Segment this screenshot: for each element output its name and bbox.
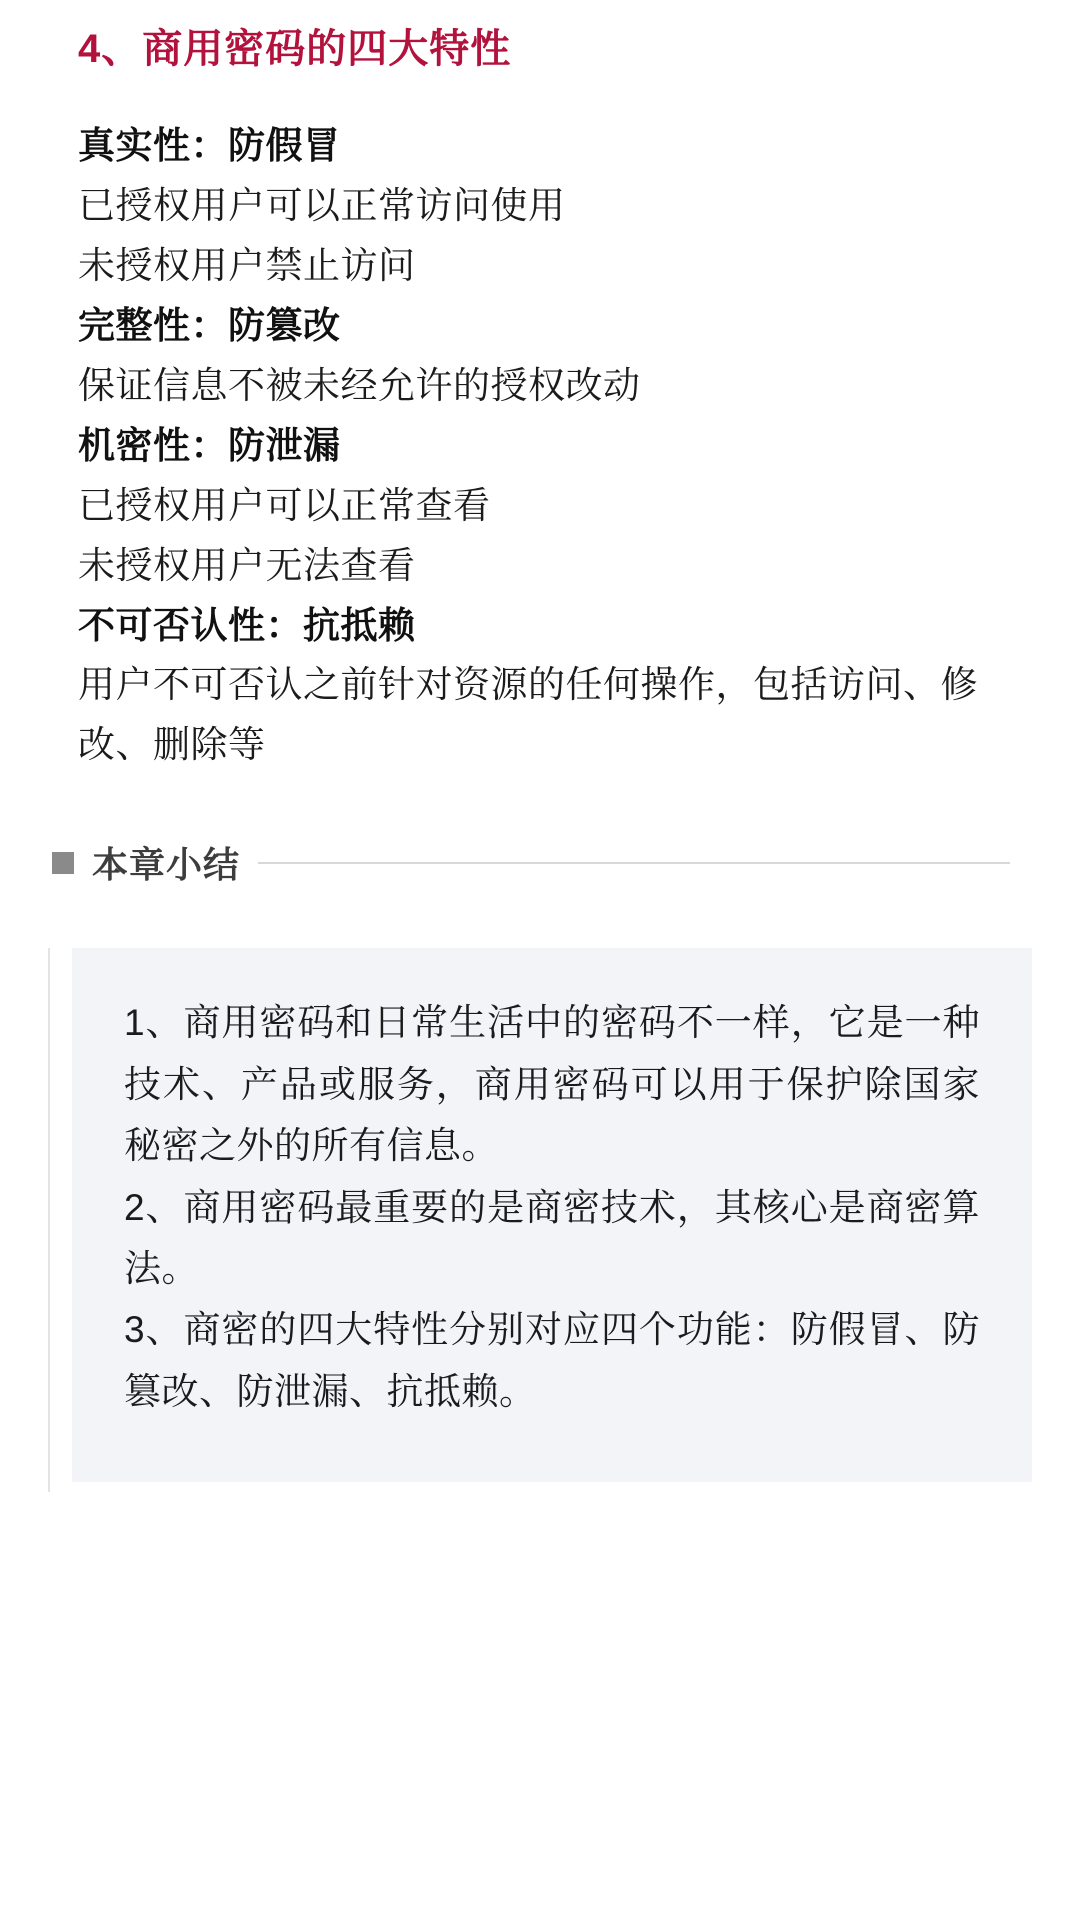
square-bullet-icon	[52, 852, 74, 874]
list-item: 已授权用户可以正常查看	[78, 484, 491, 526]
divider	[258, 862, 1010, 864]
list-item: 完整性：防篡改	[78, 304, 341, 346]
summary-paragraph: 1、商用密码和日常生活中的密码不一样，它是一种技术、产品或服务，商用密码可以用于保护除国家秘密之外的所有信息。	[124, 1002, 980, 1167]
summary-heading	[0, 837, 1080, 888]
list-item: 真实性：防假冒	[78, 125, 341, 166]
summary-title: 本章小结	[92, 844, 241, 886]
summary-section	[0, 948, 1080, 1482]
summary-paragraph: 3、商密的四大特性分别对应四个功能：防假冒、防篡改、防泄漏、抗抵赖。	[124, 1309, 980, 1412]
summary-paragraph: 2、商用密码最重要的是商密技术，其核心是商密算法。	[124, 1186, 980, 1289]
page-title: 4、商用密码的四大特性	[78, 27, 512, 71]
list-item: 用户不可否认之前针对资源的任何操作，包括访问、修改、删除等	[78, 664, 978, 766]
list-item: 已授权用户可以正常访问使用	[78, 184, 566, 226]
list-item: 保证信息不被未经允许的授权改动	[78, 364, 641, 406]
feature-list	[78, 116, 1010, 775]
list-item: 机密性：防泄漏	[78, 424, 341, 466]
list-item: 未授权用户无法查看	[78, 544, 416, 586]
features-section	[0, 0, 1080, 775]
list-item: 未授权用户禁止访问	[78, 244, 416, 286]
list-item: 不可否认性：抗抵赖	[78, 604, 416, 646]
summary-card	[72, 948, 1032, 1482]
